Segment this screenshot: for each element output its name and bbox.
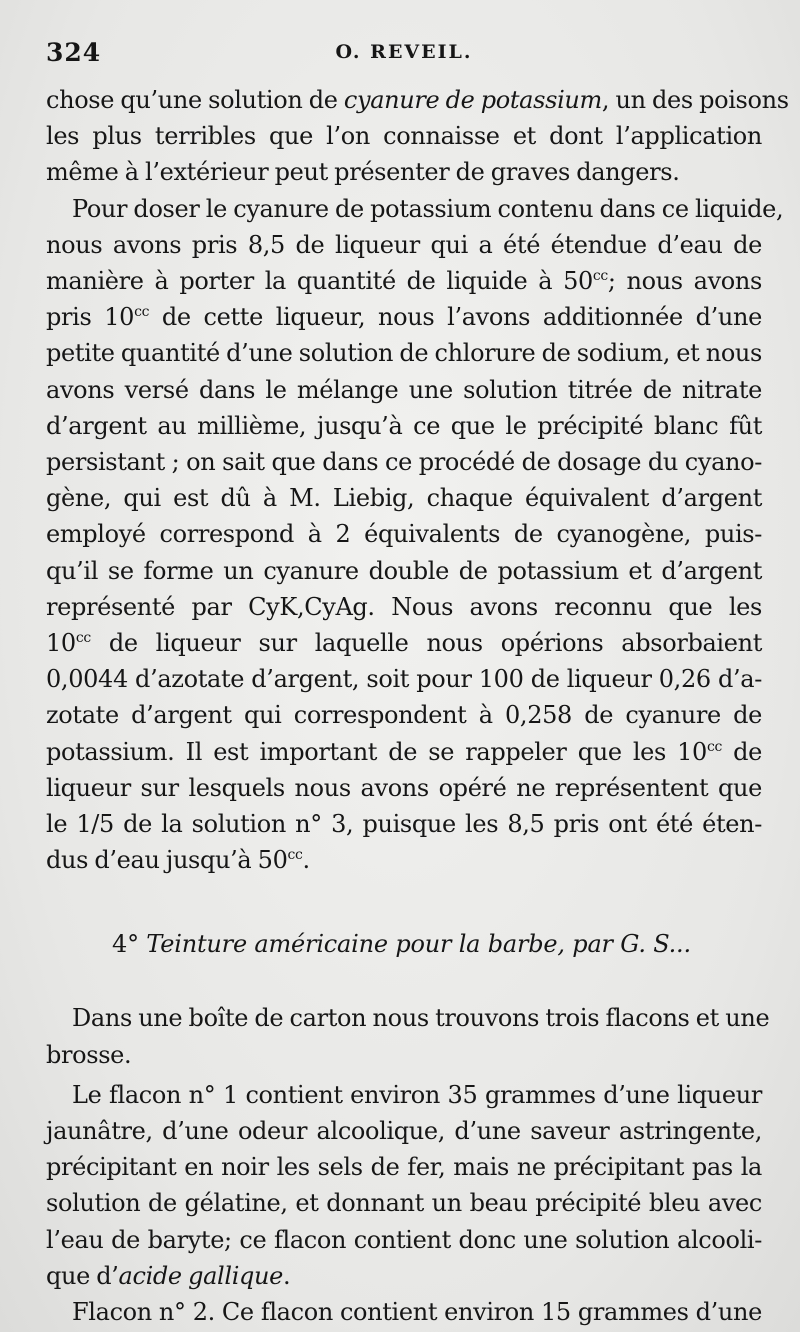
text-line: manière à porter la quantité de liquide à $50^{cc}$; nous avons — [46, 267, 762, 296]
paragraph-cyanide-warning — [46, 82, 789, 191]
paragraph-box-contents — [46, 1000, 770, 1072]
text-line: pris $10^{cc}$ de cette liqueur, nous l’avons additionnée d’une — [46, 303, 762, 332]
text-line: zotate d’argent qui correspondent à 0,258 de cyanure de — [46, 701, 762, 730]
italic-term: acide gallique — [118, 1261, 283, 1290]
section-title-text: Teinture américaine pour la barbe, par G. S... — [138, 930, 691, 959]
section-heading — [46, 926, 762, 962]
text-line: Dans une boîte de carton nous trouvons trois flacons et une — [72, 1004, 770, 1033]
paragraph-flacon-1 — [46, 1077, 762, 1294]
text-line: les plus terribles que l’on connaisse et dont l’application — [46, 122, 762, 151]
text-line: Pour doser le cyanure de potassium contenu dans ce liquide, — [72, 194, 784, 223]
text-line: l’eau de baryte; ce flacon contient donc une solution alcooli- — [46, 1225, 762, 1254]
page-number: 324 — [46, 38, 102, 67]
text-line: qu’il se forme un cyanure double de potassium et d’argent — [46, 556, 762, 585]
text-line: potassium. Il est important de se rappeler que les $10^{cc}$ de — [46, 737, 762, 766]
text-line: d’argent au millième, jusqu’à ce que le précipité blanc fût — [46, 411, 762, 440]
text-line: que d’acide gallique. — [46, 1261, 291, 1290]
text-line: 0,0044 d’azotate d’argent, soit pour 100 de liqueur 0,26 d’a- — [46, 665, 762, 694]
page-header — [46, 34, 762, 82]
text-line: précipitant en noir les sels de fer, mais ne précipitant pas la — [46, 1153, 762, 1182]
section-number: 4° — [112, 930, 139, 959]
text-line: représenté par CyK,CyAg. Nous avons reconnu que les — [46, 592, 762, 621]
text-line: gène, qui est dû à M. Liebig, chaque équivalent d’argent — [46, 484, 762, 513]
text-line: Flacon n° 2. Ce flacon contient environ 15 grammes d’une — [72, 1298, 762, 1327]
text-line: employé correspond à 2 équivalents de cyanogène, puis- — [46, 520, 762, 549]
text-line: chose qu’une solution de cyanure de potassium, un des poisons — [46, 86, 789, 114]
paragraph-dosage-method — [46, 191, 784, 879]
text-line: même à l’extérieur peut présenter de graves dangers. — [46, 158, 680, 187]
italic-term: cyanure de potassium — [343, 86, 602, 114]
text-line: solution de gélatine, et donnant un beau précipité bleu avec — [46, 1189, 762, 1218]
text-line: avons versé dans le mélange une solution titrée de nitrate — [46, 375, 762, 404]
text-line: petite quantité d’une solution de chlorure de sodium, et nous — [46, 339, 762, 368]
text-line: Le flacon n° 1 contient environ 35 grammes d’une liqueur — [72, 1080, 762, 1109]
text-line: liqueur sur lesquels nous avons opéré ne représentent que — [46, 773, 762, 802]
paragraph-flacon-2 — [46, 1294, 762, 1330]
text-line: persistant ; on sait que dans ce procédé de dosage du cyano- — [46, 448, 762, 477]
text-line: $10^{cc}$ de liqueur sur laquelle nous opérions absorbaient — [46, 629, 762, 658]
text-line: brosse. — [46, 1040, 132, 1069]
text-line: dus d’eau jusqu’à $50^{cc}$. — [46, 846, 310, 875]
running-head: O. REVEIL. — [335, 41, 473, 63]
text-line: nous avons pris 8,5 de liqueur qui a été étendue d’eau de — [46, 230, 762, 259]
text-line: jaunâtre, d’une odeur alcoolique, d’une saveur astringente, — [46, 1117, 762, 1146]
text-line: le 1/5 de la solution n° 3, puisque les 8,5 pris ont été éten- — [46, 810, 762, 839]
